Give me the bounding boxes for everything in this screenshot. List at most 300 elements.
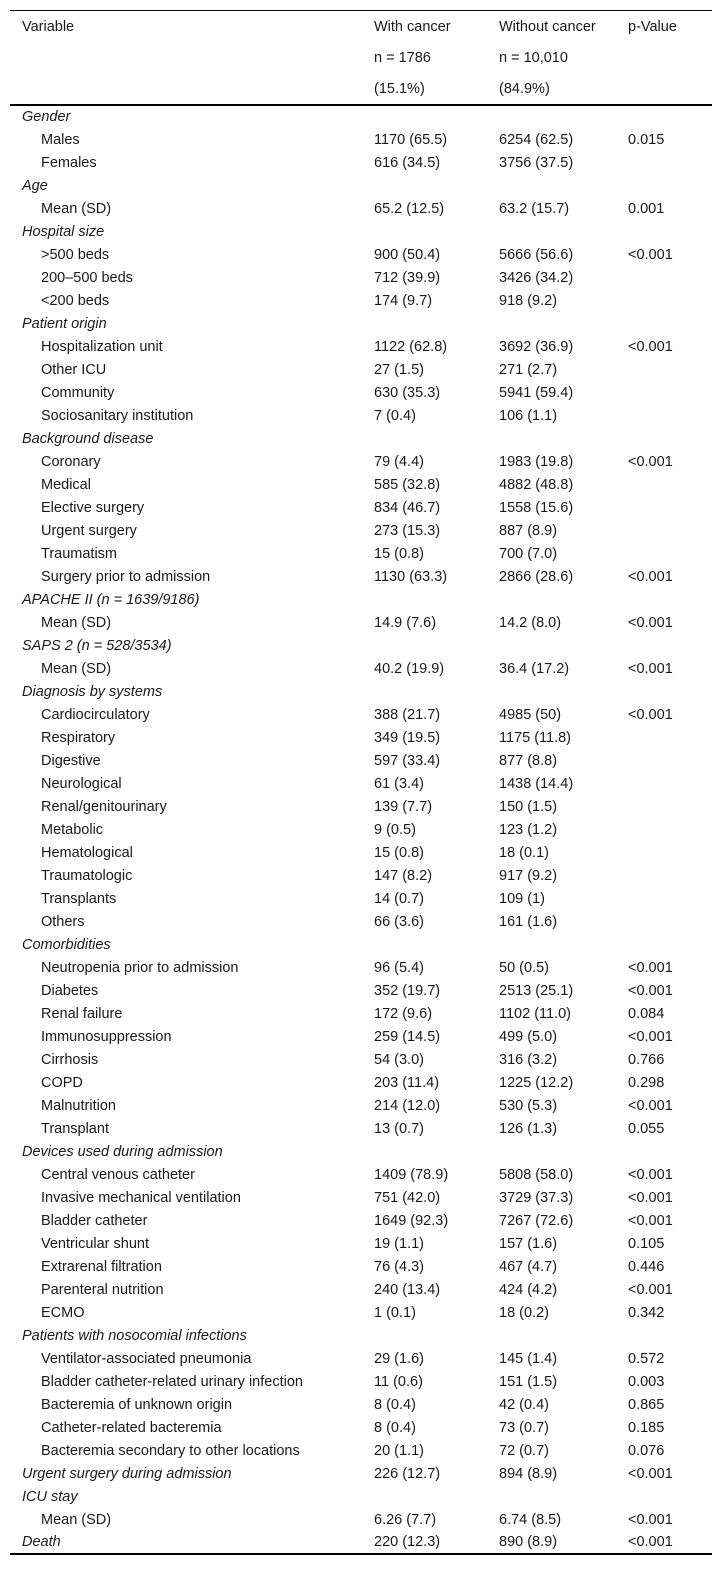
cell-p-value: <0.001 — [628, 453, 673, 470]
cell-without-cancer — [487, 933, 616, 956]
cell-variable: Catheter-related bacteremia — [41, 1419, 222, 1436]
section-row — [10, 1531, 712, 1554]
cell-variable: >500 beds — [41, 246, 110, 263]
cell-with-cancer — [362, 1324, 487, 1347]
cell-without-cancer: 877 (8.8) — [499, 752, 558, 769]
cell-p-value: <0.001 — [628, 706, 673, 723]
cancer-comparison-table — [10, 10, 712, 1555]
cell-p-value — [616, 1485, 712, 1508]
cell-p-value — [616, 634, 712, 657]
cell-variable: Renal/genitourinary — [41, 798, 167, 815]
cell-without-cancer: 145 (1.4) — [499, 1350, 558, 1367]
cell-without-cancer: 1175 (11.8) — [499, 729, 572, 746]
cell-without-cancer: 4985 (50) — [499, 706, 562, 723]
cell-p-value: <0.001 — [628, 1281, 673, 1298]
cell-with-cancer: 616 (34.5) — [374, 154, 441, 171]
cell-with-cancer: 15 (0.8) — [374, 545, 424, 562]
section-row — [10, 427, 712, 450]
cell-without-cancer: 917 (9.2) — [499, 867, 558, 884]
table-row — [10, 542, 712, 565]
cell-with-cancer: 259 (14.5) — [374, 1028, 441, 1045]
table-row — [10, 243, 712, 266]
cell-variable: Hospital size — [22, 223, 105, 240]
cell-without-cancer: 106 (1.1) — [499, 407, 558, 424]
section-row — [10, 1324, 712, 1347]
cell-p-value: <0.001 — [628, 338, 673, 355]
section-row — [10, 588, 712, 611]
cell-p-value: <0.001 — [628, 1534, 673, 1550]
cell-with-cancer: 388 (21.7) — [374, 706, 441, 723]
cell-without-cancer: 1558 (15.6) — [499, 499, 574, 516]
table-row — [10, 979, 712, 1002]
cell-p-value — [616, 542, 712, 565]
cell-with-cancer: 61 (3.4) — [374, 775, 424, 792]
cell-with-cancer: 7 (0.4) — [374, 407, 416, 424]
cell-variable: Medical — [41, 476, 91, 493]
table-row — [10, 1301, 712, 1324]
table-row — [10, 473, 712, 496]
cell-without-cancer: 36.4 (17.2) — [499, 660, 570, 677]
cell-with-cancer: 8 (0.4) — [374, 1396, 416, 1413]
cell-with-cancer: 352 (19.7) — [374, 982, 441, 999]
cell-with-cancer — [362, 427, 487, 450]
cell-without-cancer: 1102 (11.0) — [499, 1005, 572, 1022]
cell-variable: Background disease — [22, 430, 154, 447]
header-with-cancer: With cancer — [374, 18, 451, 35]
table-row — [10, 1393, 712, 1416]
cell-without-cancer: 73 (0.7) — [499, 1419, 549, 1436]
cell-without-cancer: 5941 (59.4) — [499, 384, 574, 401]
table-row — [10, 1025, 712, 1048]
table-row — [10, 197, 712, 220]
cell-p-value — [616, 841, 712, 864]
cell-variable: Hematological — [41, 844, 133, 861]
table-row — [10, 1416, 712, 1439]
cell-with-cancer: 6.26 (7.7) — [374, 1511, 437, 1528]
section-row — [10, 220, 712, 243]
cell-without-cancer: 1983 (19.8) — [499, 453, 574, 470]
table-row — [10, 1071, 712, 1094]
table-row — [10, 1439, 712, 1462]
cell-variable: Neurological — [41, 775, 122, 792]
cell-with-cancer: 19 (1.1) — [374, 1235, 424, 1252]
table-row — [10, 381, 712, 404]
cell-p-value: <0.001 — [628, 982, 673, 999]
table-row — [10, 1094, 712, 1117]
section-row — [10, 105, 712, 128]
section-row — [10, 1485, 712, 1508]
cell-with-cancer: 8 (0.4) — [374, 1419, 416, 1436]
cell-p-value — [616, 496, 712, 519]
table-row — [10, 956, 712, 979]
cell-variable: Urgent surgery during admission — [22, 1465, 232, 1482]
header-with-cancer-pct: (15.1%) — [374, 80, 425, 97]
table-row — [10, 128, 712, 151]
cell-variable: Others — [41, 913, 85, 930]
cell-variable: ICU stay — [22, 1488, 78, 1505]
table-row — [10, 703, 712, 726]
cell-with-cancer: 40.2 (19.9) — [374, 660, 445, 677]
cell-p-value: <0.001 — [628, 1028, 673, 1045]
cell-with-cancer: 76 (4.3) — [374, 1258, 424, 1275]
cell-variable: Males — [41, 131, 80, 148]
cell-without-cancer: 2513 (25.1) — [499, 982, 574, 999]
cell-with-cancer — [362, 588, 487, 611]
cell-with-cancer: 65.2 (12.5) — [374, 200, 445, 217]
section-row — [10, 312, 712, 335]
section-row — [10, 680, 712, 703]
cell-without-cancer — [487, 634, 616, 657]
cell-variable: Transplants — [41, 890, 117, 907]
cell-p-value — [616, 220, 712, 243]
cell-with-cancer: 9 (0.5) — [374, 821, 416, 838]
cell-without-cancer — [487, 427, 616, 450]
cell-with-cancer: 96 (5.4) — [374, 959, 424, 976]
cell-with-cancer — [362, 312, 487, 335]
cell-variable: Traumatism — [41, 545, 117, 562]
cell-p-value — [616, 358, 712, 381]
cell-with-cancer: 630 (35.3) — [374, 384, 441, 401]
cell-with-cancer: 597 (33.4) — [374, 752, 441, 769]
cell-variable: SAPS 2 (n = 528/3534) — [22, 637, 172, 654]
cell-without-cancer — [487, 680, 616, 703]
cell-without-cancer — [487, 174, 616, 197]
cell-p-value — [616, 887, 712, 910]
cell-with-cancer: 11 (0.6) — [374, 1373, 423, 1390]
cell-variable: ECMO — [41, 1304, 85, 1321]
cell-without-cancer: 14.2 (8.0) — [499, 614, 562, 631]
cell-without-cancer: 918 (9.2) — [499, 292, 558, 309]
table-row — [10, 841, 712, 864]
cell-without-cancer: 109 (1) — [499, 890, 545, 907]
table-row — [10, 266, 712, 289]
cell-without-cancer: 151 (1.5) — [499, 1373, 558, 1390]
cell-p-value: 0.185 — [628, 1419, 665, 1436]
table-row — [10, 1002, 712, 1025]
cell-without-cancer: 3692 (36.9) — [499, 338, 574, 355]
cell-without-cancer: 42 (0.4) — [499, 1396, 549, 1413]
cell-without-cancer: 3756 (37.5) — [499, 154, 574, 171]
cell-with-cancer: 139 (7.7) — [374, 798, 433, 815]
cell-p-value — [616, 680, 712, 703]
cell-p-value — [616, 933, 712, 956]
cell-with-cancer: 1170 (65.5) — [374, 131, 448, 148]
cell-without-cancer: 126 (1.3) — [499, 1120, 558, 1137]
cell-without-cancer: 72 (0.7) — [499, 1442, 549, 1459]
cell-variable: Hospitalization unit — [41, 338, 163, 355]
cell-without-cancer: 1225 (12.2) — [499, 1074, 574, 1091]
cell-without-cancer: 3729 (37.3) — [499, 1189, 574, 1206]
cell-variable: Devices used during admission — [22, 1143, 223, 1160]
cell-variable: Sociosanitary institution — [41, 407, 194, 424]
table-row — [10, 1232, 712, 1255]
cell-variable: Bacteremia secondary to other locations — [41, 1442, 300, 1459]
table-row — [10, 657, 712, 680]
cell-without-cancer — [487, 1140, 616, 1163]
table-row — [10, 1163, 712, 1186]
cell-with-cancer: 54 (3.0) — [374, 1051, 424, 1068]
cell-without-cancer: 6254 (62.5) — [499, 131, 574, 148]
table-row — [10, 1255, 712, 1278]
cell-without-cancer — [487, 220, 616, 243]
cell-with-cancer: 14 (0.7) — [374, 890, 424, 907]
cell-without-cancer — [487, 105, 616, 128]
cell-variable: Renal failure — [41, 1005, 123, 1022]
cell-with-cancer — [362, 680, 487, 703]
header-variable: Variable — [22, 18, 75, 35]
cell-with-cancer: 15 (0.8) — [374, 844, 424, 861]
section-row — [10, 1462, 712, 1485]
table-row — [10, 887, 712, 910]
cell-variable: Mean (SD) — [41, 1511, 112, 1528]
cell-p-value: <0.001 — [628, 959, 673, 976]
table-row — [10, 910, 712, 933]
cell-variable: Mean (SD) — [41, 614, 112, 631]
cell-without-cancer: 123 (1.2) — [499, 821, 558, 838]
header-with-cancer-n: n = 1786 — [374, 49, 431, 66]
cell-p-value: <0.001 — [628, 1189, 673, 1206]
cell-p-value — [616, 772, 712, 795]
cell-without-cancer — [487, 312, 616, 335]
cell-without-cancer: 18 (0.1) — [499, 844, 549, 861]
cell-without-cancer — [487, 588, 616, 611]
cell-with-cancer: 834 (46.7) — [374, 499, 441, 516]
cell-p-value — [616, 1324, 712, 1347]
cell-with-cancer: 174 (9.7) — [374, 292, 433, 309]
table-row — [10, 1508, 712, 1531]
cell-with-cancer — [362, 933, 487, 956]
cell-p-value: 0.001 — [628, 200, 665, 217]
cell-with-cancer: 1649 (92.3) — [374, 1212, 449, 1229]
cell-without-cancer — [487, 1324, 616, 1347]
cell-without-cancer: 3426 (34.2) — [499, 269, 574, 286]
cell-p-value: <0.001 — [628, 1465, 673, 1482]
table-row — [10, 358, 712, 381]
cell-with-cancer: 29 (1.6) — [374, 1350, 424, 1367]
cell-variable: Mean (SD) — [41, 660, 112, 677]
cell-p-value: 0.084 — [628, 1005, 665, 1022]
cell-p-value: <0.001 — [628, 660, 673, 677]
cell-without-cancer — [487, 1485, 616, 1508]
cell-with-cancer: 79 (4.4) — [374, 453, 424, 470]
cell-variable: Metabolic — [41, 821, 104, 838]
table-row — [10, 864, 712, 887]
cell-with-cancer: 1130 (63.3) — [374, 568, 448, 585]
cell-p-value: 0.015 — [628, 131, 665, 148]
cell-p-value — [616, 726, 712, 749]
cell-with-cancer: 27 (1.5) — [374, 361, 424, 378]
cell-with-cancer — [362, 1140, 487, 1163]
cell-p-value — [616, 151, 712, 174]
cell-with-cancer: 20 (1.1) — [374, 1442, 424, 1459]
cell-variable: Age — [22, 177, 48, 194]
cell-without-cancer: 6.74 (8.5) — [499, 1511, 562, 1528]
cell-with-cancer — [362, 220, 487, 243]
cell-variable: Ventilator-associated pneumonia — [41, 1350, 252, 1367]
table-row — [10, 1117, 712, 1140]
cell-variable: Community — [41, 384, 115, 401]
cell-variable: Respiratory — [41, 729, 116, 746]
cell-variable: 200–500 beds — [41, 269, 133, 286]
cell-with-cancer: 1122 (62.8) — [374, 338, 448, 355]
cell-p-value: 0.003 — [628, 1373, 665, 1390]
cell-without-cancer: 887 (8.9) — [499, 522, 558, 539]
cell-variable: Bacteremia of unknown origin — [41, 1396, 233, 1413]
cell-p-value — [616, 473, 712, 496]
table-row — [10, 726, 712, 749]
cell-p-value: <0.001 — [628, 1212, 673, 1229]
cell-without-cancer: 890 (8.9) — [499, 1534, 558, 1550]
cell-without-cancer: 1438 (14.4) — [499, 775, 574, 792]
cell-without-cancer: 5666 (56.6) — [499, 246, 574, 263]
cell-p-value — [616, 910, 712, 933]
cell-variable: Diagnosis by systems — [22, 683, 163, 700]
cell-p-value — [616, 818, 712, 841]
cell-variable: Neutropenia prior to admission — [41, 959, 239, 976]
cell-p-value: 0.298 — [628, 1074, 665, 1091]
cell-variable: COPD — [41, 1074, 83, 1091]
table-row — [10, 404, 712, 427]
cell-variable: Females — [41, 154, 97, 171]
cell-p-value: <0.001 — [628, 246, 673, 263]
table-row — [10, 496, 712, 519]
table-row — [10, 1186, 712, 1209]
cell-with-cancer: 13 (0.7) — [374, 1120, 424, 1137]
cell-with-cancer: 712 (39.9) — [374, 269, 441, 286]
cell-with-cancer: 240 (13.4) — [374, 1281, 441, 1298]
cell-with-cancer: 66 (3.6) — [374, 913, 424, 930]
cell-p-value — [616, 519, 712, 542]
table-header — [10, 11, 712, 106]
table-row — [10, 450, 712, 473]
section-row — [10, 1140, 712, 1163]
cell-variable: Invasive mechanical ventilation — [41, 1189, 241, 1206]
table-row — [10, 519, 712, 542]
cell-p-value — [616, 864, 712, 887]
cell-variable: Extrarenal filtration — [41, 1258, 162, 1275]
cell-variable: Digestive — [41, 752, 101, 769]
cell-variable: Malnutrition — [41, 1097, 116, 1114]
cell-without-cancer: 2866 (28.6) — [499, 568, 574, 585]
cell-variable: Surgery prior to admission — [41, 568, 211, 585]
cell-variable: Transplant — [41, 1120, 109, 1137]
cell-variable: Gender — [22, 109, 71, 125]
cell-without-cancer: 499 (5.0) — [499, 1028, 558, 1045]
cell-without-cancer: 157 (1.6) — [499, 1235, 558, 1252]
cell-p-value — [616, 749, 712, 772]
table-row — [10, 772, 712, 795]
cell-p-value — [616, 1140, 712, 1163]
table-row — [10, 1347, 712, 1370]
cell-with-cancer — [362, 634, 487, 657]
data-table-container — [10, 10, 712, 1555]
cell-without-cancer: 424 (4.2) — [499, 1281, 558, 1298]
cell-variable: Coronary — [41, 453, 101, 470]
cell-variable: Ventricular shunt — [41, 1235, 150, 1252]
cell-variable: Bladder catheter — [41, 1212, 148, 1229]
cell-p-value — [616, 427, 712, 450]
table-row — [10, 795, 712, 818]
cell-variable: Parenteral nutrition — [41, 1281, 164, 1298]
table-row — [10, 1278, 712, 1301]
table-body — [10, 105, 712, 1554]
cell-p-value: <0.001 — [628, 1166, 673, 1183]
table-row — [10, 1209, 712, 1232]
cell-p-value: 0.076 — [628, 1442, 665, 1459]
cell-with-cancer: 1409 (78.9) — [374, 1166, 449, 1183]
cell-with-cancer: 214 (12.0) — [374, 1097, 441, 1114]
cell-p-value: 0.766 — [628, 1051, 665, 1068]
cell-without-cancer: 894 (8.9) — [499, 1465, 558, 1482]
cell-without-cancer: 50 (0.5) — [499, 959, 549, 976]
cell-with-cancer: 585 (32.8) — [374, 476, 441, 493]
cell-with-cancer — [362, 105, 487, 128]
table-row — [10, 818, 712, 841]
cell-p-value: 0.572 — [628, 1350, 665, 1367]
cell-with-cancer: 226 (12.7) — [374, 1465, 441, 1482]
header-without-cancer-n: n = 10,010 — [499, 49, 568, 66]
cell-p-value: <0.001 — [628, 1097, 673, 1114]
cell-p-value — [616, 795, 712, 818]
section-row — [10, 634, 712, 657]
cell-without-cancer: 7267 (72.6) — [499, 1212, 574, 1229]
cell-with-cancer: 220 (12.3) — [374, 1534, 441, 1550]
header-without-cancer-pct: (84.9%) — [499, 80, 550, 97]
table-row — [10, 611, 712, 634]
cell-p-value: <0.001 — [628, 614, 673, 631]
cell-with-cancer: 147 (8.2) — [374, 867, 433, 884]
cell-variable: Bladder catheter-related urinary infection — [41, 1373, 303, 1390]
cell-p-value — [616, 312, 712, 335]
cell-variable: Cardiocirculatory — [41, 706, 150, 723]
cell-without-cancer: 161 (1.6) — [499, 913, 558, 930]
cell-variable: Elective surgery — [41, 499, 145, 516]
cell-without-cancer: 18 (0.2) — [499, 1304, 549, 1321]
cell-with-cancer: 751 (42.0) — [374, 1189, 441, 1206]
cell-variable: Comorbidities — [22, 936, 111, 953]
cell-variable: Traumatologic — [41, 867, 133, 884]
table-row — [10, 565, 712, 588]
cell-variable: Death — [22, 1534, 61, 1550]
cell-without-cancer: 4882 (48.8) — [499, 476, 574, 493]
cell-p-value — [616, 289, 712, 312]
cell-p-value — [616, 105, 712, 128]
cell-p-value: <0.001 — [628, 1511, 673, 1528]
cell-with-cancer: 172 (9.6) — [374, 1005, 433, 1022]
cell-with-cancer — [362, 174, 487, 197]
cell-p-value: <0.001 — [628, 568, 673, 585]
cell-without-cancer: 5808 (58.0) — [499, 1166, 574, 1183]
cell-variable: Mean (SD) — [41, 200, 112, 217]
cell-without-cancer: 700 (7.0) — [499, 545, 558, 562]
cell-p-value — [616, 266, 712, 289]
cell-variable: Urgent surgery — [41, 522, 137, 539]
table-row — [10, 1048, 712, 1071]
cell-with-cancer — [362, 1485, 487, 1508]
cell-with-cancer: 349 (19.5) — [374, 729, 441, 746]
cell-without-cancer: 530 (5.3) — [499, 1097, 558, 1114]
cell-p-value: 0.865 — [628, 1396, 665, 1413]
cell-variable: APACHE II (n = 1639/9186) — [22, 591, 200, 608]
cell-p-value — [616, 381, 712, 404]
cell-p-value — [616, 404, 712, 427]
cell-variable: Cirrhosis — [41, 1051, 99, 1068]
header-p-value: p-Value — [628, 18, 677, 35]
cell-without-cancer: 150 (1.5) — [499, 798, 558, 815]
table-row — [10, 289, 712, 312]
cell-variable: <200 beds — [41, 292, 110, 309]
table-row — [10, 151, 712, 174]
